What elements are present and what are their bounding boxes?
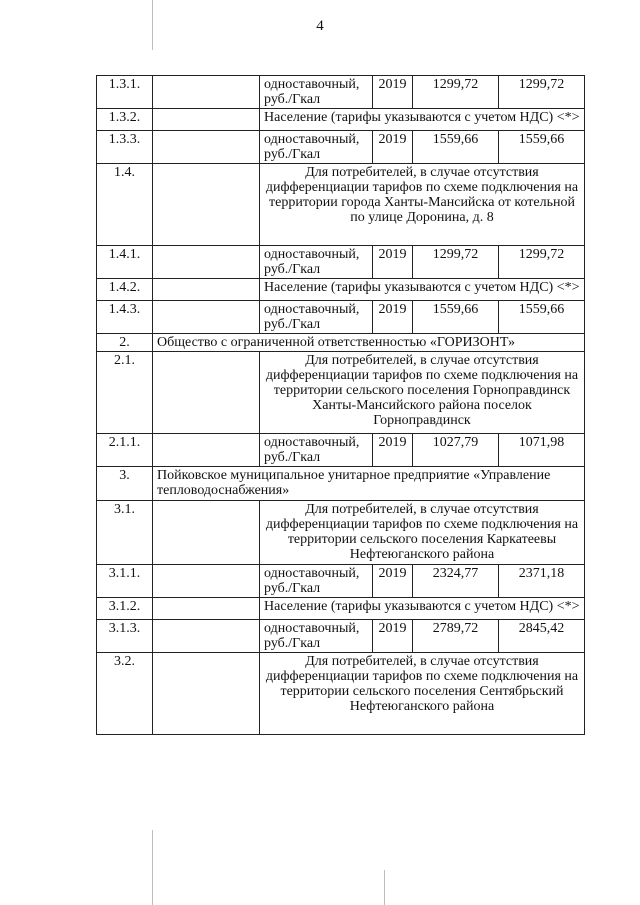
tariff-unit: одноставочный, руб./Гкал	[260, 131, 373, 164]
tariff-value-first-half: 1559,66	[413, 131, 499, 164]
row-number: 1.4.1.	[97, 246, 153, 279]
row-number: 3.1.3.	[97, 620, 153, 653]
row-number: 3.2.	[97, 653, 153, 735]
table-row	[97, 467, 585, 501]
table-row	[97, 246, 585, 279]
consumer-cell	[153, 109, 260, 131]
population-note: Население (тарифы указываются с учетом НДС) <*>	[260, 279, 585, 301]
table-row	[97, 501, 585, 565]
tariff-value-second-half: 1299,72	[499, 246, 585, 279]
tariff-value-first-half: 1027,79	[413, 434, 499, 467]
consumer-cell	[153, 131, 260, 164]
tariff-value-first-half: 1559,66	[413, 301, 499, 334]
table-row	[97, 109, 585, 131]
consumer-cell	[153, 565, 260, 598]
tariff-value-second-half: 1071,98	[499, 434, 585, 467]
consumer-cell	[153, 501, 260, 565]
tariff-unit: одноставочный, руб./Гкал	[260, 76, 373, 109]
consumer-group-description: Для потребителей, в случае отсутствия дифференциации тарифов по схеме подключения на территории сельского поселения Горноправдинск Ханты-Мансийского района поселок Горноправдинск	[260, 352, 585, 434]
table-row	[97, 434, 585, 467]
scan-edge-mark	[384, 870, 385, 905]
consumer-cell	[153, 76, 260, 109]
consumer-cell	[153, 164, 260, 246]
tariff-year: 2019	[373, 434, 413, 467]
table-row	[97, 653, 585, 735]
tariff-year: 2019	[373, 76, 413, 109]
consumer-group-description: Для потребителей, в случае отсутствия дифференциации тарифов по схеме подключения на территории сельского поселения Каркатеевы Нефтеюганского района	[260, 501, 585, 565]
tariff-value-first-half: 1299,72	[413, 76, 499, 109]
scan-edge-mark	[152, 0, 153, 50]
tariff-unit: одноставочный, руб./Гкал	[260, 301, 373, 334]
consumer-group-description: Для потребителей, в случае отсутствия дифференциации тарифов по схеме подключения на территории города Ханты-Мансийска от котельной по улице Доронина, д. 8	[260, 164, 585, 246]
tariff-year: 2019	[373, 131, 413, 164]
row-number: 3.	[97, 467, 153, 501]
consumer-cell	[153, 434, 260, 467]
row-number: 3.1.2.	[97, 598, 153, 620]
consumer-cell	[153, 301, 260, 334]
tariff-value-second-half: 2371,18	[499, 565, 585, 598]
table-row	[97, 620, 585, 653]
tariff-value-first-half: 2324,77	[413, 565, 499, 598]
row-number: 1.4.	[97, 164, 153, 246]
tariff-year: 2019	[373, 620, 413, 653]
tariff-unit: одноставочный, руб./Гкал	[260, 565, 373, 598]
row-number: 1.3.3.	[97, 131, 153, 164]
table-row	[97, 352, 585, 434]
tariff-value-first-half: 1299,72	[413, 246, 499, 279]
row-number: 2.	[97, 334, 153, 352]
tariff-unit: одноставочный, руб./Гкал	[260, 434, 373, 467]
consumer-cell	[153, 352, 260, 434]
tariff-unit: одноставочный, руб./Гкал	[260, 246, 373, 279]
consumer-cell	[153, 598, 260, 620]
population-note: Население (тарифы указываются с учетом НДС) <*>	[260, 109, 585, 131]
table-row	[97, 598, 585, 620]
table-row	[97, 565, 585, 598]
row-number: 1.3.2.	[97, 109, 153, 131]
table-row	[97, 131, 585, 164]
table-row	[97, 76, 585, 109]
tariff-value-second-half: 1299,72	[499, 76, 585, 109]
organization-name: Пойковское муниципальное унитарное предприятие «Управление тепловодоснабжения»	[153, 467, 585, 501]
row-number: 2.1.1.	[97, 434, 153, 467]
consumer-cell	[153, 653, 260, 735]
row-number: 1.4.3.	[97, 301, 153, 334]
consumer-cell	[153, 620, 260, 653]
tariff-table	[96, 75, 585, 735]
tariff-table-body	[97, 76, 585, 735]
table-row	[97, 334, 585, 352]
row-number: 3.1.1.	[97, 565, 153, 598]
row-number: 2.1.	[97, 352, 153, 434]
tariff-year: 2019	[373, 565, 413, 598]
tariff-value-second-half: 1559,66	[499, 301, 585, 334]
tariff-year: 2019	[373, 301, 413, 334]
table-row	[97, 301, 585, 334]
tariff-year: 2019	[373, 246, 413, 279]
population-note: Население (тарифы указываются с учетом НДС) <*>	[260, 598, 585, 620]
consumer-cell	[153, 246, 260, 279]
consumer-group-description: Для потребителей, в случае отсутствия дифференциации тарифов по схеме подключения на территории сельского поселения Сентябрьский Нефтеюганского района	[260, 653, 585, 735]
row-number: 1.4.2.	[97, 279, 153, 301]
scan-edge-mark	[152, 830, 153, 905]
consumer-cell	[153, 279, 260, 301]
table-row	[97, 164, 585, 246]
organization-name: Общество с ограниченной ответственностью «ГОРИЗОНТ»	[153, 334, 585, 352]
row-number: 1.3.1.	[97, 76, 153, 109]
tariff-value-first-half: 2789,72	[413, 620, 499, 653]
row-number: 3.1.	[97, 501, 153, 565]
tariff-value-second-half: 2845,42	[499, 620, 585, 653]
tariff-value-second-half: 1559,66	[499, 131, 585, 164]
table-row	[97, 279, 585, 301]
page-number: 4	[316, 18, 324, 34]
tariff-unit: одноставочный, руб./Гкал	[260, 620, 373, 653]
